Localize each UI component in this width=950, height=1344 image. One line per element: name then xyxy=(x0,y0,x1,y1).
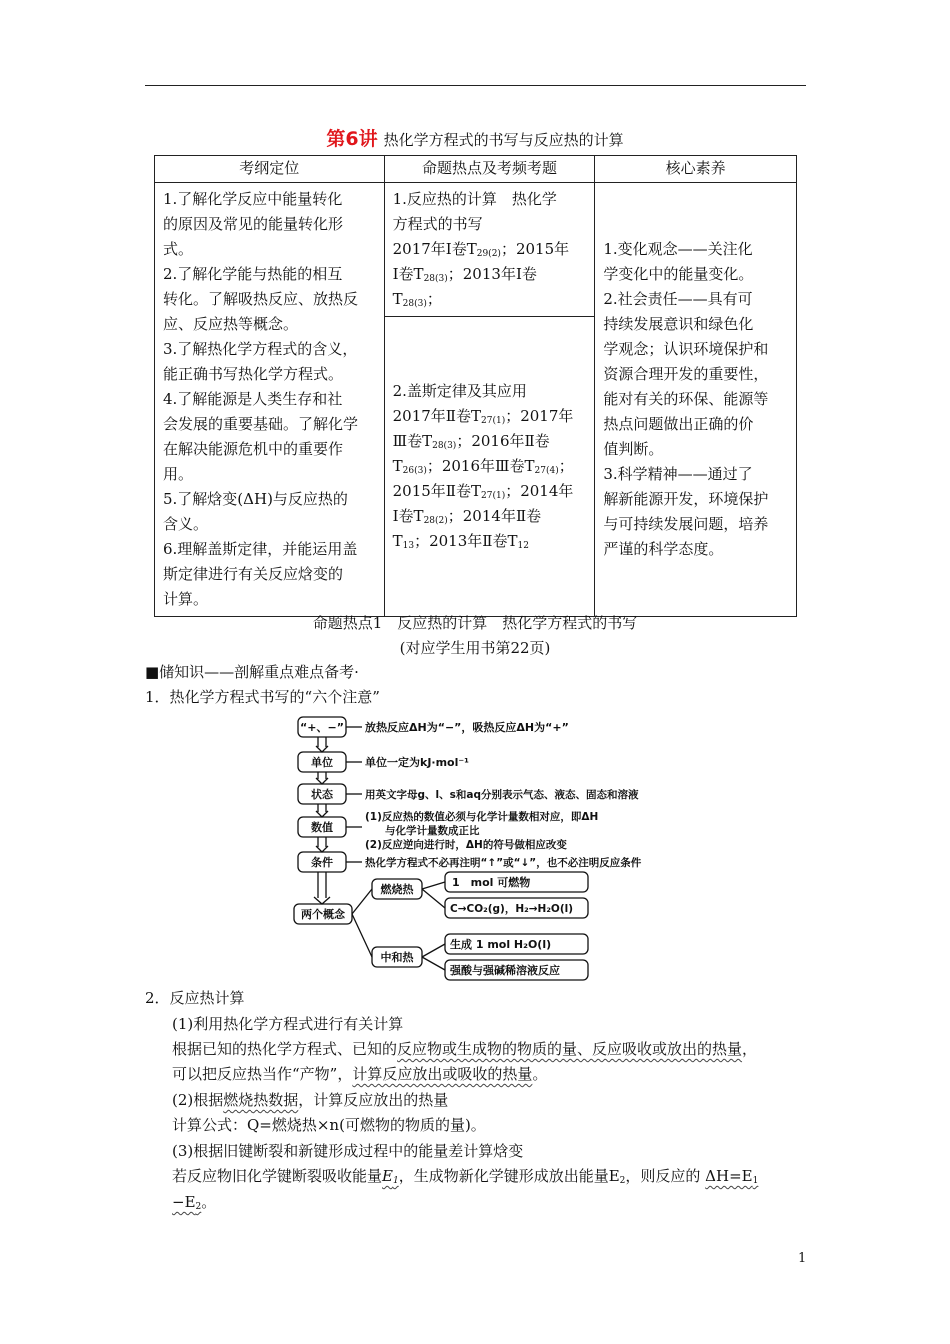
hotspot-line: Ⅰ卷$T_{28(3)}$；2013年Ⅰ卷 xyxy=(392,265,537,284)
syllabus-line: 式。 xyxy=(163,240,194,258)
hotspot-line: 2017年Ⅰ卷$T_{29(2)}$；2015年 xyxy=(392,240,570,259)
literacy-line: 值判断。 xyxy=(603,440,664,458)
flow-leaf-products: C→CO₂(g)，H₂→H₂O(l) xyxy=(450,903,574,915)
syllabus-line: 计算。 xyxy=(163,590,209,608)
syllabus-line: 2.了解化学能与热能的相互 xyxy=(163,265,343,283)
syllabus-line: 会发展的重要基础。了解化学 xyxy=(163,415,359,433)
flow-box-unit: 单位 xyxy=(311,756,333,769)
flow-box-neutralization: 中和热 xyxy=(380,951,414,964)
flow-text-value-2: 与化学计量数成正比 xyxy=(385,825,480,837)
calc-title: 2．反应热计算 xyxy=(145,989,245,1007)
header-literacy: 核心素养 xyxy=(595,156,797,183)
flow-text-state: 用英文字母g、l、s和aq分别表示气态、液态、固态和溶液 xyxy=(365,789,639,801)
syllabus-line: 在解决能源危机中的重要作 xyxy=(163,440,344,458)
literacy-line: 持续发展意识和绿色化 xyxy=(603,315,754,333)
hotspot-line: 1.反应热的计算 热化学 xyxy=(392,190,557,208)
header-syllabus: 考纲定位 xyxy=(155,156,385,183)
literacy-cell xyxy=(595,183,797,617)
syllabus-line: 的原因及常见的能量转化形 xyxy=(163,215,344,233)
flow-text-condition: 热化学方程式不必再注明“↑”或“↓”，也不必注明反应条件 xyxy=(365,857,642,869)
literacy-line: 与可持续发展问题，培养 xyxy=(603,515,769,533)
syllabus-line: 含义。 xyxy=(163,515,209,533)
flow-text-sign: 放热反应ΔH为“−”，吸热反应ΔH为“+” xyxy=(365,721,569,734)
flow-box-two-concepts: 两个概念 xyxy=(301,908,345,921)
hotspot-line: Ⅲ卷$T_{28(3)}$；2016年Ⅱ卷 xyxy=(392,432,550,451)
flow-text-unit: 单位一定为kJ·mol⁻¹ xyxy=(365,756,470,769)
literacy-line: 解新能源开发，环境保护 xyxy=(603,490,769,508)
hotspot-line: Ⅰ卷$T_{28(2)}$；2014年Ⅱ卷 xyxy=(392,507,542,526)
hotspot-line: $T_{28(3)}$； xyxy=(392,290,442,309)
syllabus-line: 能正确书写热化学方程式。 xyxy=(163,365,344,383)
hotspot-cell-2 xyxy=(384,317,595,617)
page-number: 1 xyxy=(798,1251,807,1266)
literacy-line: 能对有关的环保、能源等 xyxy=(603,390,769,408)
syllabus-line: 5.了解焓变(ΔH)与反应热的 xyxy=(163,490,348,508)
syllabus-line: 转化。了解吸热反应、放热反 xyxy=(163,290,359,308)
calc-p3: 可以把反应热当作“产物”，计算反应放出或吸收的热量。 xyxy=(172,1065,548,1083)
syllabus-line: 3.了解热化学方程式的含义， xyxy=(163,340,358,358)
literacy-line: 热点问题做出正确的价 xyxy=(603,415,754,433)
syllabus-line: 用。 xyxy=(163,465,194,483)
syllabus-line: 斯定律进行有关反应焓变的 xyxy=(163,565,344,583)
six-notes-flowchart xyxy=(290,714,660,984)
section-heading: 命题热点1 反应热的计算 热化学方程式的书写 xyxy=(312,614,638,632)
syllabus-line: 6.理解盖斯定律，并能运用盖 xyxy=(163,540,358,558)
calc-p5: 计算公式：Q=燃烧热×n(可燃物的物质的量)。 xyxy=(172,1116,486,1134)
hotspot-cell-1 xyxy=(384,183,595,317)
syllabus-table xyxy=(154,155,797,617)
syllabus-line: 应、反应热等概念。 xyxy=(163,315,299,333)
literacy-line: 1.变化观念——关注化 xyxy=(603,240,753,258)
lecture-label: 第6讲 xyxy=(326,128,378,150)
flow-box-state: 状态 xyxy=(311,788,333,801)
calc-p1: (1)利用热化学方程式进行有关计算 xyxy=(172,1015,404,1033)
flow-leaf-acid-base: 强酸与强碱稀溶液反应 xyxy=(450,964,560,977)
hotspot-line: 2.盖斯定律及其应用 xyxy=(392,382,527,400)
flow-box-condition: 条件 xyxy=(311,856,333,869)
hotspot-line: 2017年Ⅱ卷$T_{27(1)}$；2017年 xyxy=(392,407,574,426)
header-hotspots: 命题热点及考频考题 xyxy=(384,156,595,183)
page-title xyxy=(0,124,950,151)
literacy-line: 3.科学精神——通过了 xyxy=(603,465,753,483)
flow-text-value-3: (2)反应逆向进行时，ΔH的符号做相应改变 xyxy=(365,839,567,851)
flow-box-sign: “+、−” xyxy=(300,721,344,734)
flow-text-value-1: (1)反应热的数值必须与化学计量数相对应，即ΔH xyxy=(365,811,599,823)
literacy-line: 学变化中的能量变化。 xyxy=(603,265,754,283)
header-rule xyxy=(145,85,806,86)
section-subheading: (对应学生用书第22页) xyxy=(399,639,551,657)
literacy-line: 2.社会责任——具有可 xyxy=(603,290,753,308)
item1-heading: 1．热化学方程式书写的“六个注意” xyxy=(145,688,380,706)
knowledge-heading: ■储知识——剖解重点难点备考· xyxy=(145,663,359,681)
syllabus-line: 1.了解化学反应中能量转化 xyxy=(163,190,343,208)
lecture-title: 热化学方程式的书写与反应热的计算 xyxy=(383,131,624,149)
calc-p4: (2)根据燃烧热数据，计算反应放出的热量 xyxy=(172,1091,449,1109)
hotspot-line: $T_{13}$；2013年Ⅱ卷$T_{12}$ xyxy=(392,532,529,551)
calc-p7: 若反应物旧化学键断裂吸收能量$E_1$，生成物新化学键形成放出能量$E_2$，则反应的 $\Delta H=E_1$ xyxy=(172,1167,759,1186)
literacy-line: 资源合理开发的重要性， xyxy=(603,365,769,383)
flow-leaf-water: 生成 1 mol H₂O(l) xyxy=(450,938,552,951)
flow-leaf-fuel: 1 mol 可燃物 xyxy=(452,876,531,889)
flow-box-combustion: 燃烧热 xyxy=(380,883,414,896)
syllabus-cell xyxy=(155,183,385,617)
calc-p8: $-E_2$。 xyxy=(172,1193,217,1212)
hotspot-line: 方程式的书写 xyxy=(392,215,483,233)
calc-p2: 根据已知的热化学方程式、已知的反应物或生成物的物质的量、反应吸收或放出的热量， xyxy=(172,1040,758,1058)
flow-box-value: 数值 xyxy=(311,821,333,834)
calc-p6: (3)根据旧键断裂和新键形成过程中的能量差计算焓变 xyxy=(172,1142,524,1160)
hotspot-line: 2015年Ⅱ卷$T_{27(1)}$；2014年 xyxy=(392,482,574,501)
literacy-line: 学观念；认识环境保护和 xyxy=(603,340,769,358)
syllabus-line: 4.了解能源是人类生存和社 xyxy=(163,390,343,408)
hotspot-line: $T_{26(3)}$；2016年Ⅲ卷$T_{27(4)}$； xyxy=(392,457,574,476)
table-header-row xyxy=(155,156,797,183)
literacy-line: 严谨的科学态度。 xyxy=(603,540,724,558)
